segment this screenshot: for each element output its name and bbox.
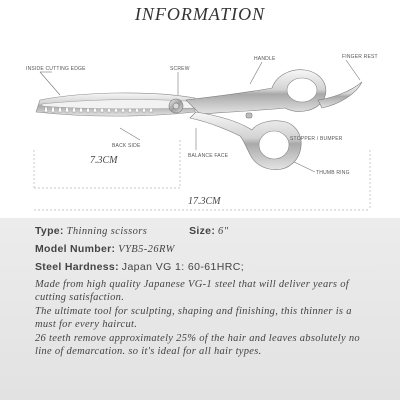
description-paragraph-1: Made from high quality Japanese VG-1 steel that will deliver years of cutting satisfaction. xyxy=(35,279,349,303)
description-paragraph-2: The ultimate tool for sculpting, shaping and finishing, this thinner is a must for every haircut. xyxy=(35,306,352,330)
callout-handle: HANDLE xyxy=(254,56,276,62)
callout-balance-face: BALANCE FACE xyxy=(188,153,229,159)
callout-finger-rest: FINGER REST xyxy=(342,54,378,60)
callout-screw: SCREW xyxy=(170,66,190,72)
spec-type-row xyxy=(35,225,229,237)
model-label: Model Number: xyxy=(35,243,116,255)
type-label: Type: xyxy=(35,225,64,237)
callout-stopper-bumper: STOPPER / BUMPER xyxy=(290,136,343,142)
spec-steel-row xyxy=(35,261,244,273)
spec-model-row xyxy=(35,243,175,255)
callout-inside-cutting-edge: INSIDE CUTTING EDGE xyxy=(26,66,86,72)
callout-thumb-ring: THUMB RING xyxy=(316,170,350,176)
spec-panel xyxy=(0,218,400,400)
page-title: INFORMATION xyxy=(134,4,266,24)
steel-value: Japan VG 1: 60-61HRC; xyxy=(121,261,245,273)
total-length-label: 17.3CM xyxy=(188,196,221,207)
type-value: Thinning scissors xyxy=(66,226,148,237)
steel-label: Steel Hardness: xyxy=(35,261,119,273)
size-value: 6ʺ xyxy=(218,226,229,237)
model-value: VYB5-26RW xyxy=(118,244,175,255)
size-label: Size: xyxy=(189,225,216,237)
callout-back-side: BACK SIDE xyxy=(112,143,141,149)
description-paragraph-3: 26 teeth remove approximately 25% of the hair and leaves absolutely no line of demarcation. so it's ideal for all hair types. xyxy=(35,333,360,357)
blade-length-label: 7.3CM xyxy=(90,155,118,166)
